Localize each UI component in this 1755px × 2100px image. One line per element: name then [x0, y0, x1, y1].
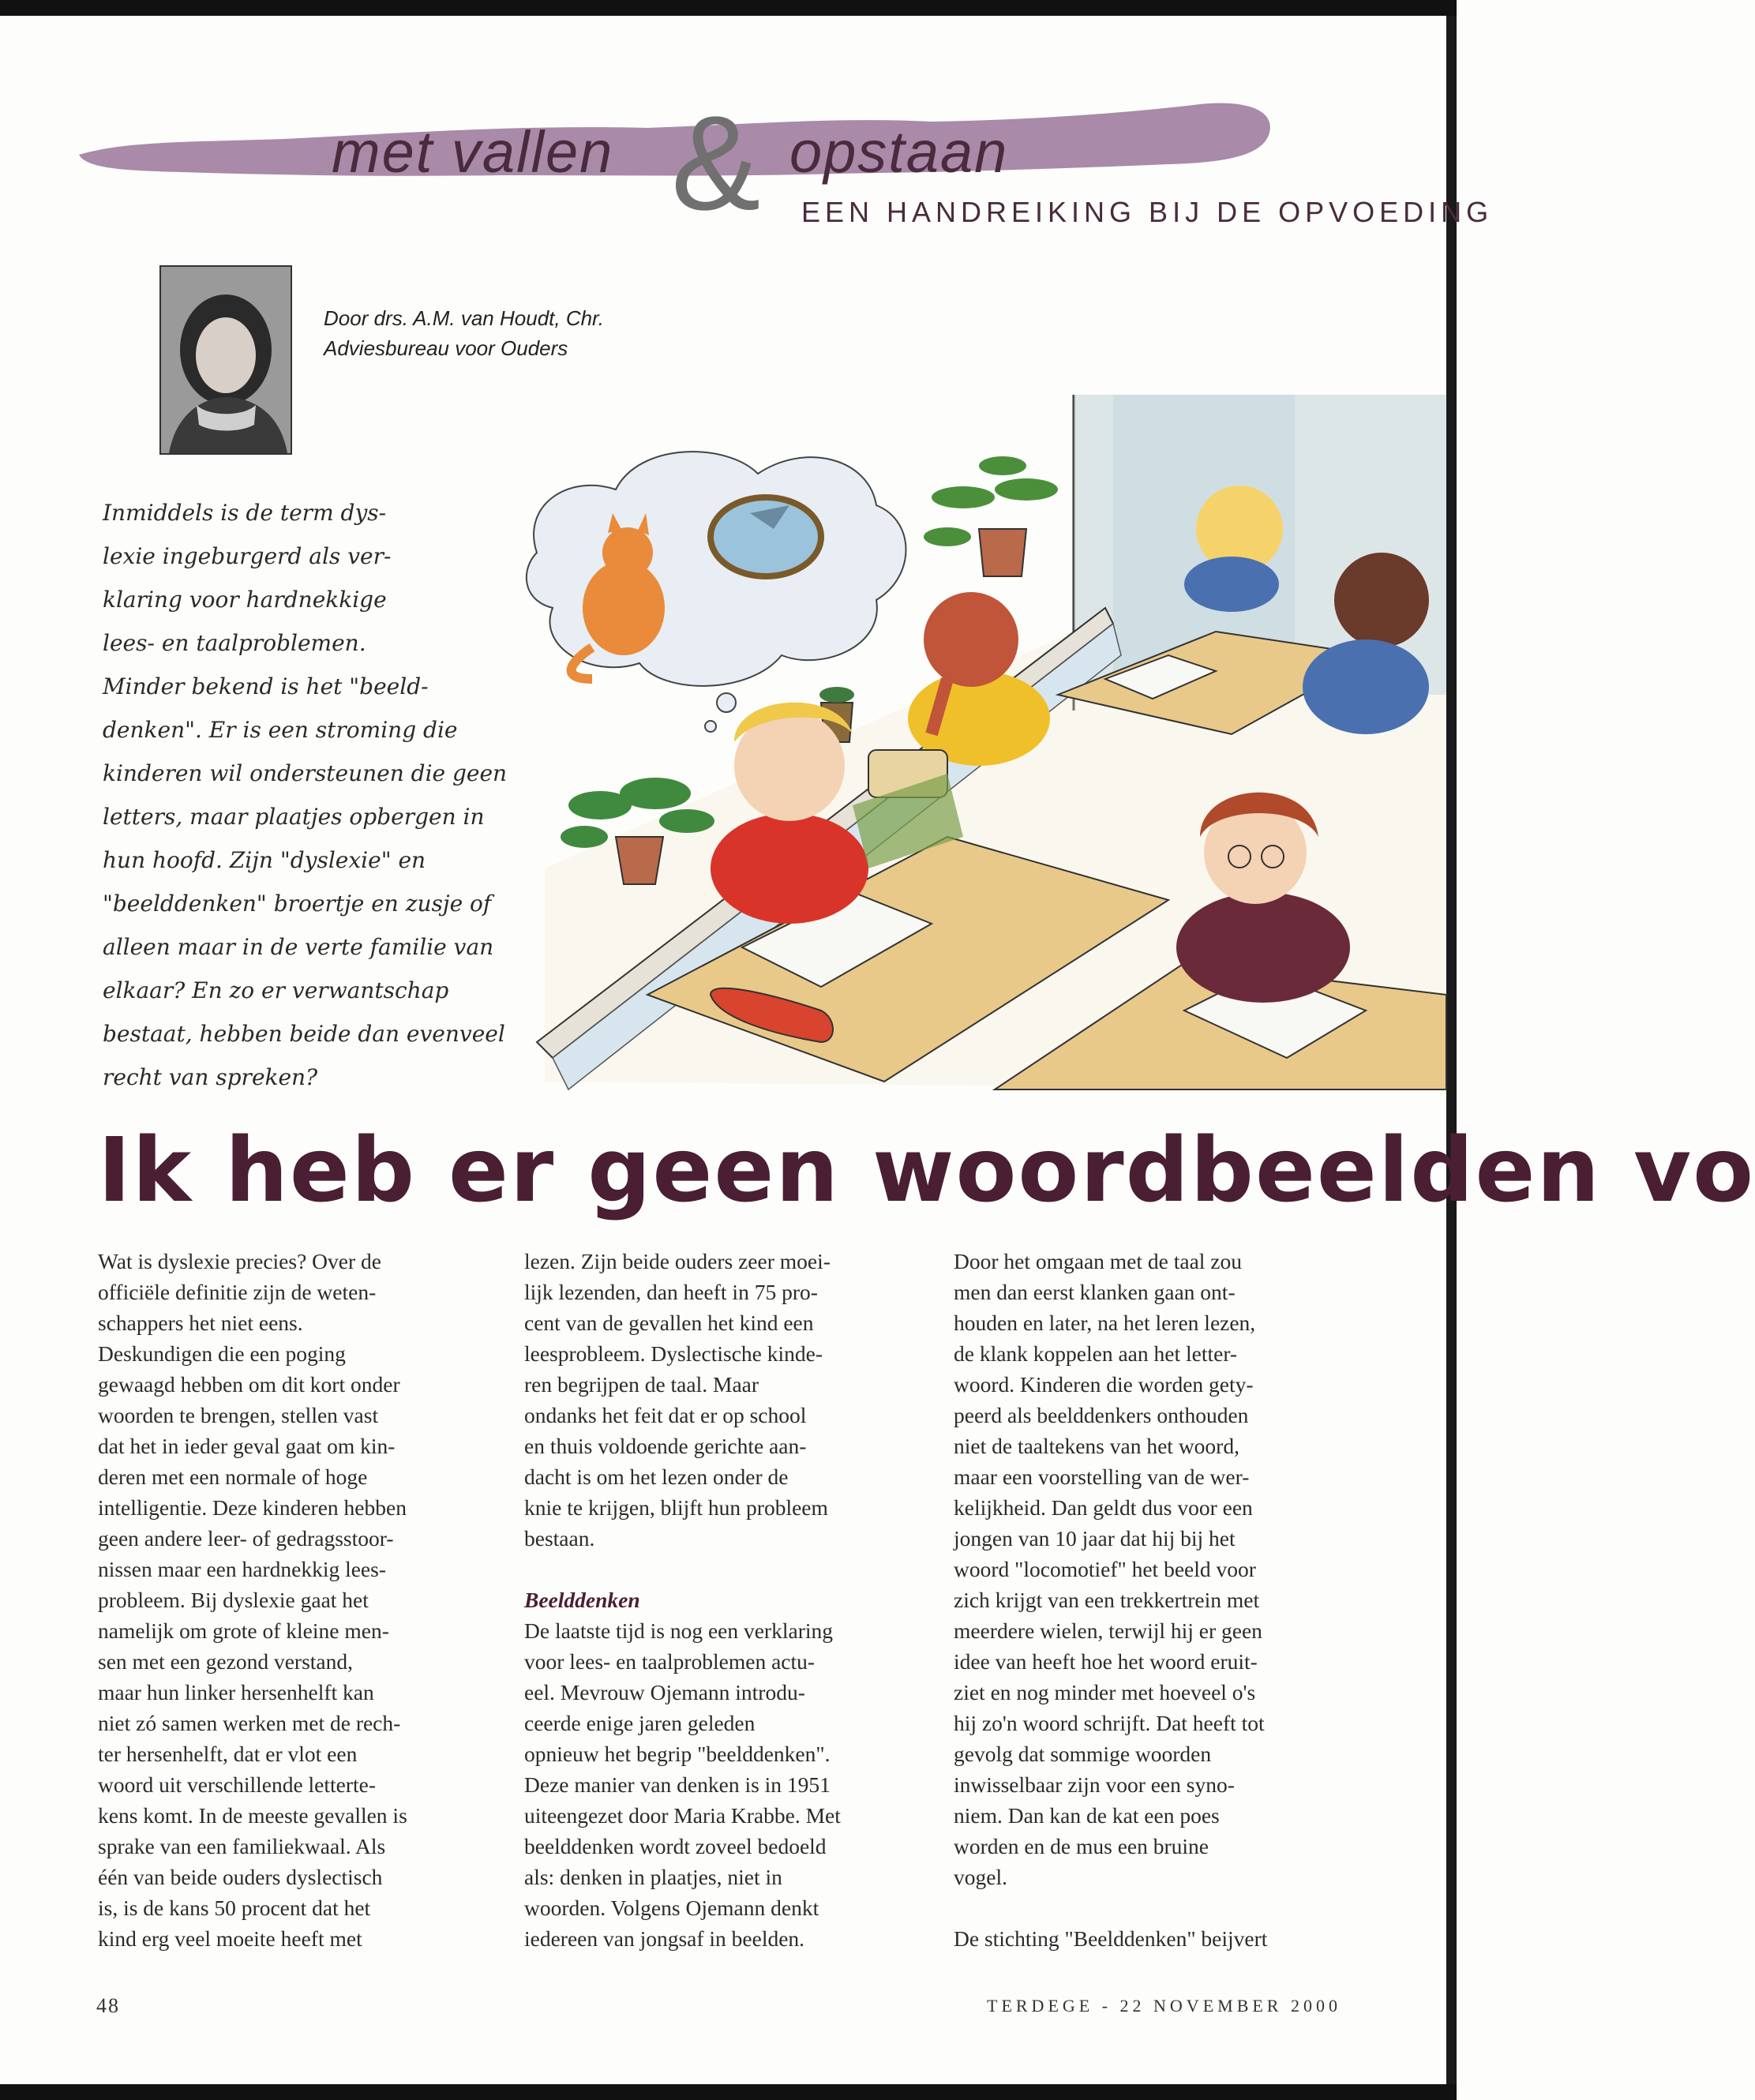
body-line: de klank koppelen aan het letter- — [954, 1341, 1238, 1366]
body-line: iedereen van jongsaf in beelden. — [524, 1926, 805, 1951]
intro-line: lees- en taalproblemen. — [103, 630, 366, 656]
body-line: niem. Dan kan de kat een poes — [954, 1803, 1220, 1828]
body-line: houden en later, na het leren lezen, — [954, 1311, 1256, 1335]
body-line: woorden te brengen, stellen vast — [98, 1403, 379, 1427]
article-column-2 — [524, 1246, 935, 1954]
intro-line: bestaat, hebben beide dan evenveel — [103, 1021, 505, 1047]
body-line: dacht is om het lezen onder de — [524, 1464, 789, 1489]
intro-line: Minder bekend is het "beeld- — [103, 673, 429, 699]
intro-line: klaring voor hardnekkige — [103, 587, 387, 613]
body-line: intelligentie. Deze kinderen hebben — [98, 1495, 407, 1520]
headline-clip — [0, 1105, 1755, 1232]
body-line: nissen maar een hardnekkig lees- — [98, 1557, 386, 1581]
body-line: woorden. Volgens Ojemann denkt — [524, 1896, 819, 1920]
body-line: opnieuw het begrip "beelddenken". — [524, 1742, 831, 1766]
body-line: uiteengezet door Maria Krabbe. Met — [524, 1803, 841, 1828]
page-number: 48 — [96, 1994, 120, 2017]
classroom-illustration — [505, 395, 1446, 1089]
body-line: Door het omgaan met de taal zou — [954, 1249, 1243, 1273]
body-line: één van beide ouders dyslectisch — [98, 1865, 383, 1889]
body-line: men dan eerst klanken gaan ont- — [954, 1280, 1236, 1304]
body-line: officiële definitie zijn de weten- — [98, 1280, 377, 1304]
body-line: bestaan. — [524, 1526, 595, 1551]
body-line: namelijk om grote of kleine men- — [98, 1618, 389, 1643]
body-line: hij zo'n woord schrijft. Dat heeft tot — [954, 1711, 1265, 1735]
body-line: niet de taaltekens van het woord, — [954, 1434, 1239, 1458]
body-line: schappers het niet eens. — [98, 1311, 303, 1335]
body-line: eel. Mevrouw Ojemann introdu- — [524, 1680, 805, 1704]
body-line: cent van de gevallen het kind een — [524, 1311, 814, 1335]
body-line: lijk lezenden, dan heeft in 75 pro- — [524, 1280, 818, 1304]
author-byline — [324, 303, 604, 363]
article-headline: Ik heb er geen woordbeelden vo — [98, 1119, 1755, 1222]
body-line: kind erg veel moeite heeft met — [98, 1926, 362, 1951]
body-line: dat het in ieder geval gaat om kin- — [98, 1434, 396, 1458]
body-line: ziet en nog minder met hoeveel o's — [954, 1680, 1256, 1704]
article-column-1 — [98, 1246, 508, 1954]
intro-line: "beelddenken" broertje en zusje of — [103, 891, 492, 917]
intro-line: hun hoofd. Zijn "dyslexie" en — [103, 847, 426, 873]
body-line: woord uit verschillende letterte- — [98, 1772, 377, 1797]
paragraph-gap — [524, 1554, 935, 1584]
body-line: gevolg dat sommige woorden — [954, 1742, 1212, 1766]
series-subtitle: EEN HANDREIKING BIJ DE OPVOEDING — [801, 196, 1494, 228]
body-line: De stichting "Beelddenken" beijvert — [954, 1926, 1268, 1951]
body-line: ter hersenhelft, dat er vlot een — [98, 1742, 358, 1766]
intro-line: alleen maar in de verte familie van — [103, 934, 494, 960]
body-line: De laatste tijd is nog een verklaring — [524, 1618, 833, 1643]
byline-line-2: Adviesbureau voor Ouders — [324, 336, 568, 360]
body-line: inwisselbaar zijn voor een syno- — [954, 1772, 1235, 1797]
scan-border-top — [0, 0, 1457, 16]
body-line: en thuis voldoende gerichte aan- — [524, 1434, 807, 1458]
body-line: jongen van 10 jaar dat hij bij het — [954, 1526, 1236, 1551]
body-line: niet zó samen werken met de rech- — [98, 1711, 401, 1735]
article-column-3 — [954, 1246, 1364, 1954]
body-line: leesprobleem. Dyslectische kinde- — [524, 1341, 823, 1366]
body-line: Deskundigen die een poging — [98, 1341, 346, 1366]
body-line: woord. Kinderen die worden gety- — [954, 1372, 1254, 1397]
section-subheading: Beelddenken — [524, 1588, 640, 1612]
body-line: deren met een normale of hoge — [98, 1464, 368, 1489]
series-title-part2: opstaan — [789, 119, 1009, 185]
body-line: Deze manier van denken is in 1951 — [524, 1772, 831, 1797]
byline-line-1: Door drs. A.M. van Houdt, Chr. — [324, 306, 604, 330]
body-line: idee van heeft hoe het woord eruit- — [954, 1649, 1258, 1674]
body-line: woord "locomotief" het beeld voor — [954, 1557, 1256, 1581]
intro-line: recht van spreken? — [103, 1064, 318, 1090]
body-line: geen andere leer- of gedragsstoor- — [98, 1526, 394, 1551]
body-line: knie te krijgen, blijft hun probleem — [524, 1495, 828, 1520]
author-photo — [159, 265, 292, 455]
body-line: is, is de kans 50 procent dat het — [98, 1896, 371, 1920]
body-line: Wat is dyslexie precies? Over de — [98, 1249, 381, 1273]
body-line: sprake van een familiekwaal. Als — [98, 1834, 386, 1858]
ampersand-logo: & — [671, 88, 761, 238]
body-line: beelddenken wordt zoveel bedoeld — [524, 1834, 827, 1858]
body-line: zich krijgt van een trekkertrein met — [954, 1588, 1260, 1612]
body-line: ceerde enige jaren geleden — [524, 1711, 756, 1735]
body-line: maar een voorstelling van de wer- — [954, 1464, 1250, 1489]
body-line: vogel. — [954, 1865, 1007, 1889]
body-line: peerd als beelddenkers onthouden — [954, 1403, 1249, 1427]
body-line: probleem. Bij dyslexie gaat het — [98, 1588, 369, 1612]
publication-footer: TERDEGE - 22 NOVEMBER 2000 — [987, 1996, 1341, 2016]
body-line: ondanks het feit dat er op school — [524, 1403, 807, 1427]
paragraph-gap — [954, 1892, 1364, 1923]
scan-border-right — [1446, 16, 1457, 2084]
body-line: maar hun linker hersenhelft kan — [98, 1680, 374, 1704]
body-line: als: denken in plaatjes, niet in — [524, 1865, 782, 1889]
body-line: lezen. Zijn beide ouders zeer moei- — [524, 1249, 831, 1273]
intro-paragraph — [103, 491, 508, 1099]
body-line: meerdere wielen, terwijl hij er geen — [954, 1618, 1262, 1643]
body-line: sen met een gezond verstand, — [98, 1649, 354, 1674]
scan-border-bottom — [0, 2084, 1457, 2100]
body-line: kens komt. In de meeste gevallen is — [98, 1803, 407, 1828]
intro-line: letters, maar plaatjes opbergen in — [103, 804, 485, 830]
intro-line: lexie ingeburgerd als ver- — [103, 543, 392, 569]
intro-line: denken". Er is een stroming die — [103, 717, 458, 743]
body-line: gewaagd hebben om dit kort onder — [98, 1372, 400, 1397]
series-title-part1: met vallen — [332, 119, 614, 185]
body-line: kelijkheid. Dan geldt dus voor een — [954, 1495, 1253, 1520]
body-line: ren begrijpen de taal. Maar — [524, 1372, 759, 1397]
intro-line: elkaar? En zo er verwantschap — [103, 977, 449, 1003]
body-line: worden en de mus een bruine — [954, 1834, 1209, 1858]
body-line: voor lees- en taalproblemen actu- — [524, 1649, 816, 1674]
intro-line: kinderen wil ondersteunen die geen — [103, 760, 508, 786]
intro-line: Inmiddels is de term dys- — [103, 500, 387, 526]
